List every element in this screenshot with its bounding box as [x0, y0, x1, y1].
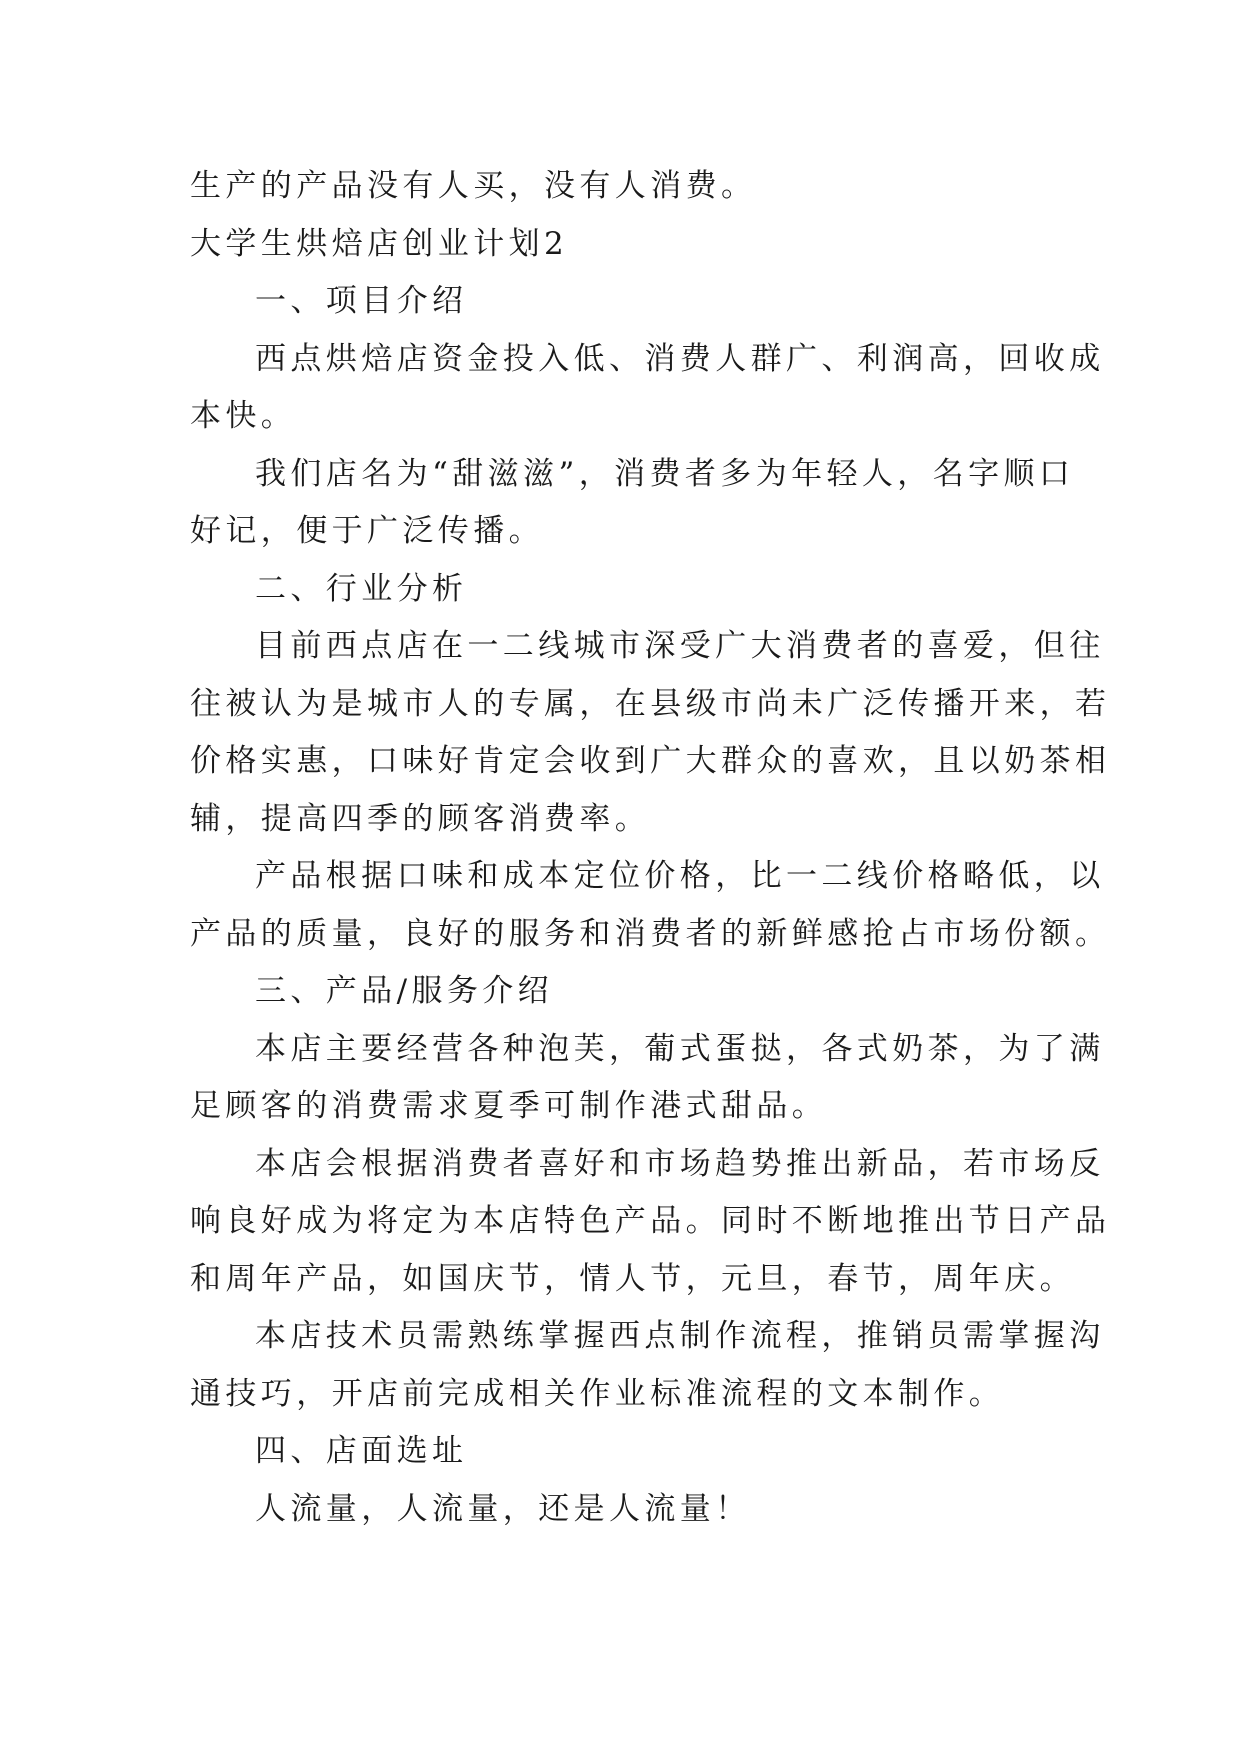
text-line: 本店会根据消费者喜好和市场趋势推出新品，若市场反 [255, 1145, 1105, 1182]
text-line: 足顾客的消费需求夏季可制作港式甜品。 [190, 1088, 828, 1124]
text-line: 目前西点店在一二线城市深受广大消费者的喜爱，但往 [255, 628, 1105, 664]
heading-product-service: 三、产品/服务介绍 [255, 973, 554, 1009]
text-line: 本店技术员需熟练掌握西点制作流程，推销员需掌握沟 [255, 1318, 1105, 1354]
text-line: 生产的产品没有人买，没有人消费。 [190, 168, 757, 204]
text-line: 价格实惠，口味好肯定会收到广大群众的喜欢，且以奶茶相 [190, 743, 1111, 779]
text-line: 和周年产品，如国庆节，情人节，元旦，春节，周年庆。 [190, 1260, 1075, 1297]
text-line: 通技巧，开店前完成相关作业标准流程的文本制作。 [190, 1375, 1005, 1412]
heading-store-location: 四、店面选址 [255, 1433, 468, 1469]
document-body [190, 158, 1111, 1538]
text-line: 本店主要经营各种泡芙，葡式蛋挞，各式奶茶，为了满 [255, 1030, 1105, 1067]
text-line: 产品根据口味和成本定位价格，比一二线价格略低，以 [255, 858, 1105, 894]
text-line: 我们店名为“甜滋滋”，消费者多为年轻人，名字顺口 [255, 455, 1075, 492]
text-line: 西点烘焙店资金投入低、消费人群广、利润高，回收成 [255, 340, 1105, 377]
section-title: 大学生烘焙店创业计划2 [190, 225, 569, 262]
text-line: 响良好成为将定为本店特色产品。同时不断地推出节日产品 [190, 1203, 1111, 1239]
text-line: 辅，提高四季的顾客消费率。 [190, 800, 651, 837]
heading-industry-analysis: 二、行业分析 [255, 570, 468, 607]
text-line: 产品的质量，良好的服务和消费者的新鲜感抢占市场份额。 [190, 915, 1111, 952]
text-line: 好记，便于广泛传播。 [190, 513, 544, 549]
text-line: 本快。 [190, 398, 297, 434]
text-line: 往被认为是城市人的专属，在县级市尚未广泛传播开来，若 [190, 685, 1111, 722]
heading-project-intro: 一、项目介绍 [255, 283, 468, 319]
text-line: 人流量，人流量，还是人流量！ [255, 1490, 751, 1527]
